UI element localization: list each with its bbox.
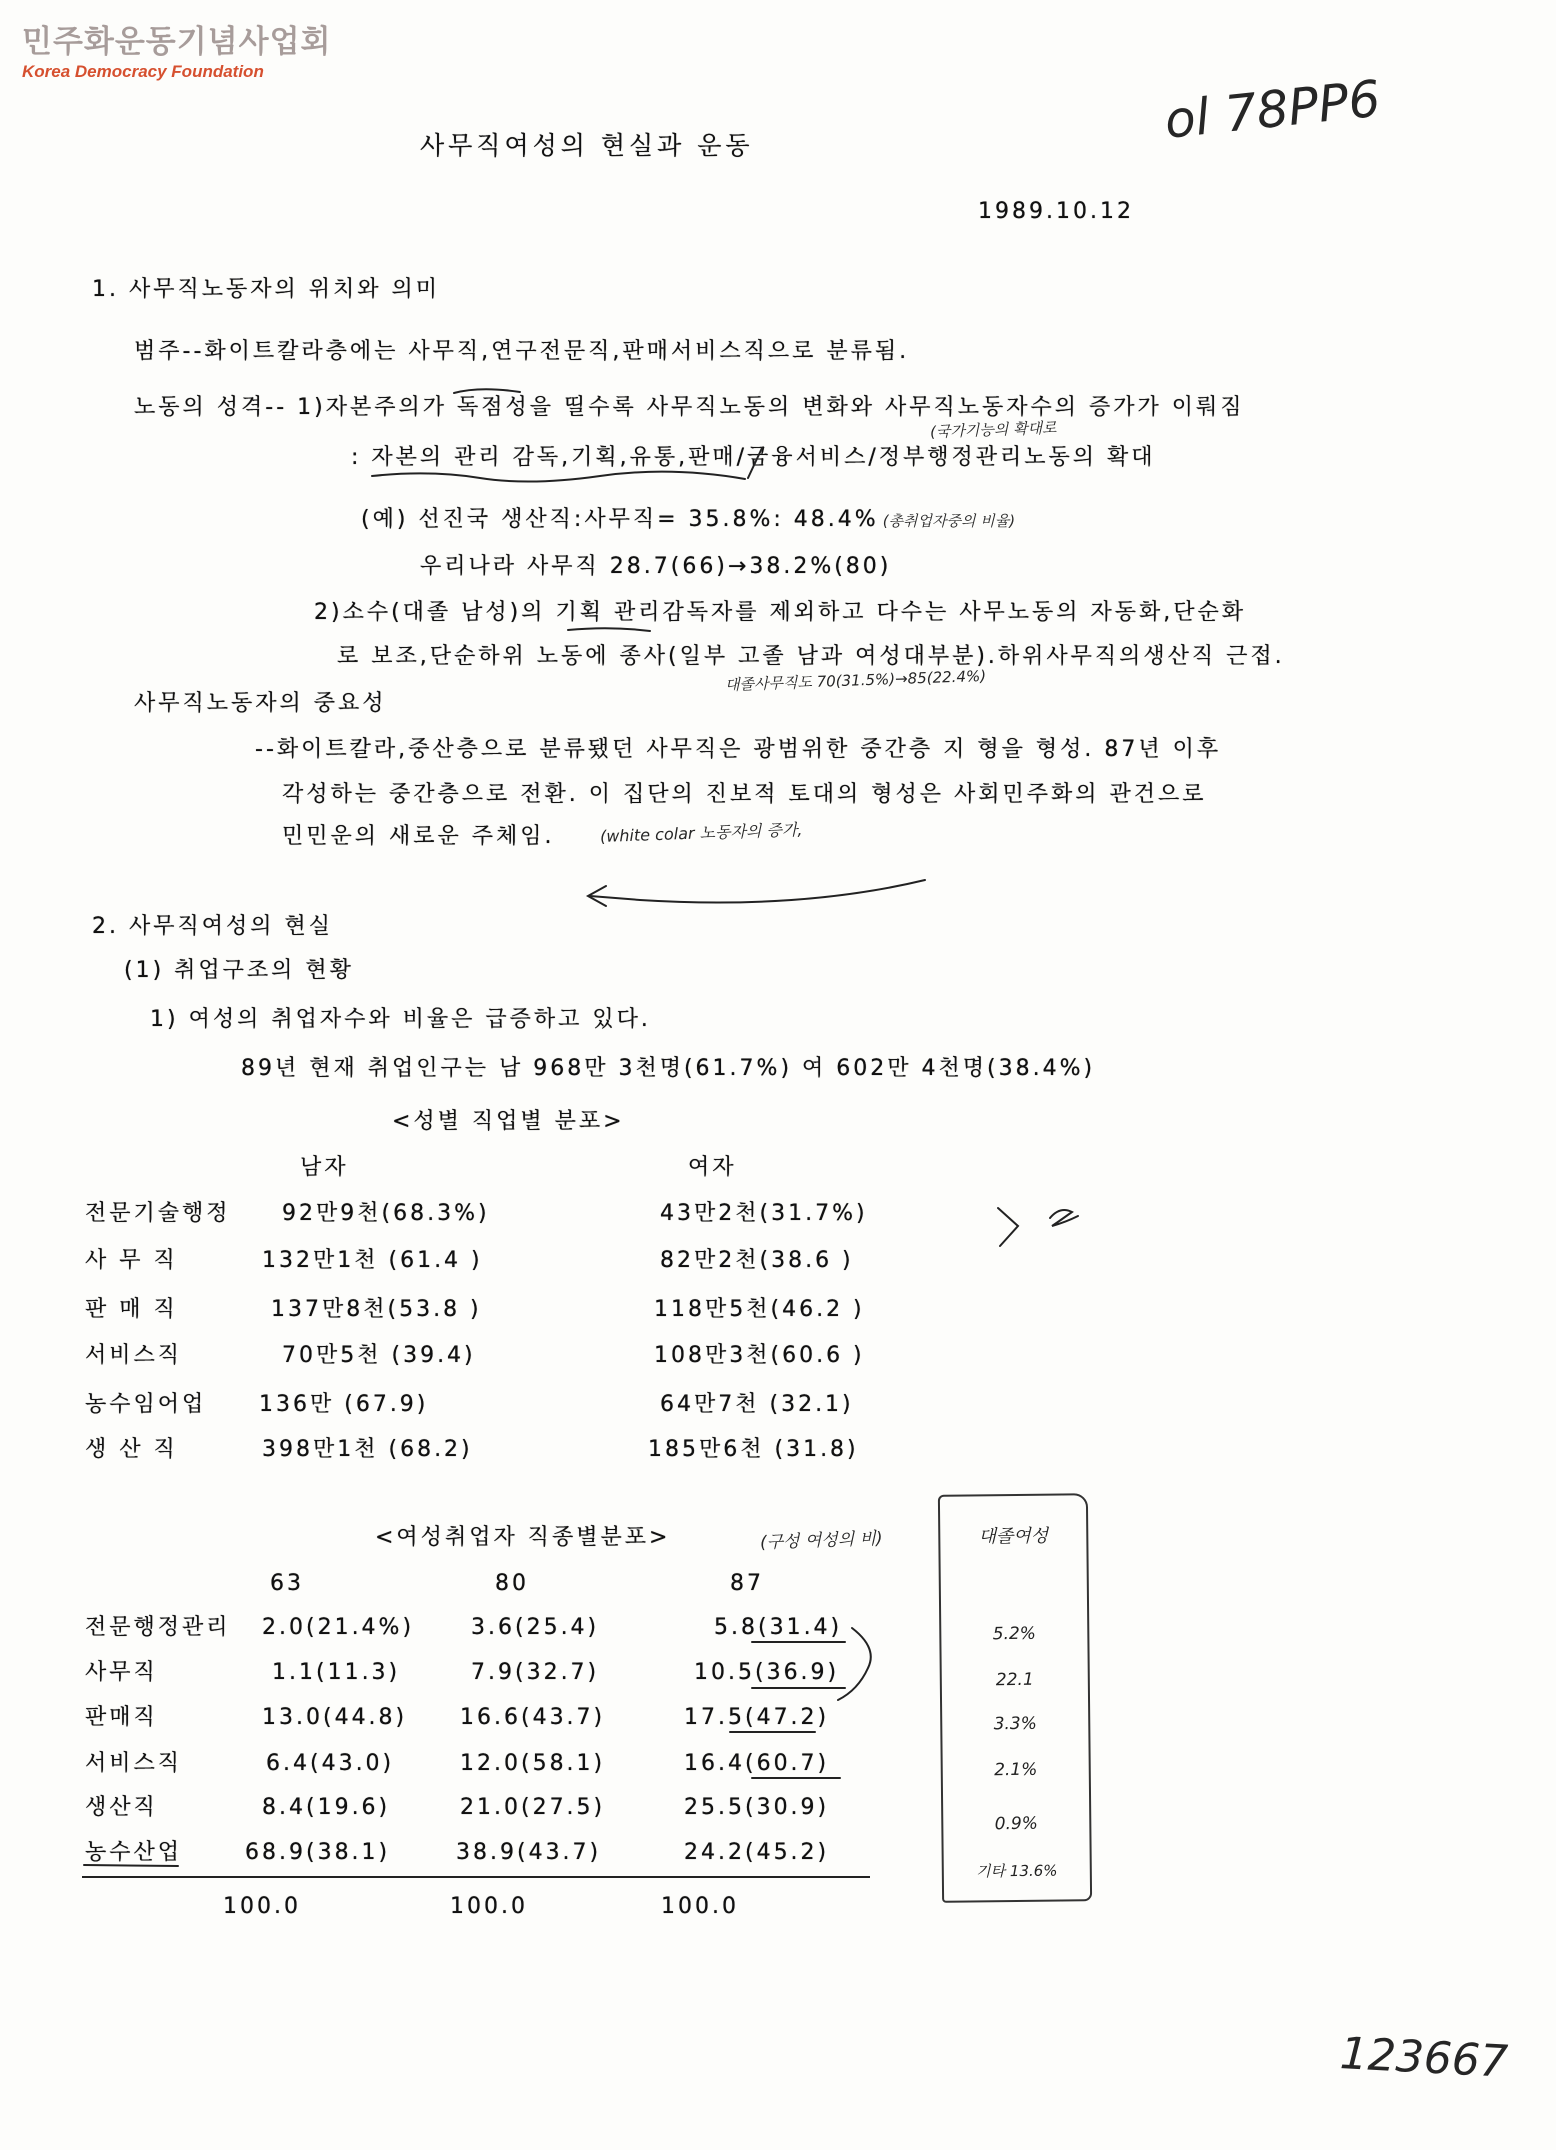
table1-label: 생 산 직 — [85, 1437, 178, 1462]
college-box-value: 2.1% — [994, 1759, 1038, 1781]
table2-year-header: 80 — [495, 1571, 529, 1596]
table1-male: 398만1천 (68.2) — [262, 1437, 473, 1462]
underline-mark — [454, 389, 520, 393]
note-employment-ratio: (총취업자중의 비율) — [882, 512, 1016, 530]
table2-y63: 1.1(11.3) — [272, 1660, 401, 1685]
labor-nature-1-sub: : 자본의 관리 감독,기획,유통,판매/금융서비스/정부행정관리노동의 확대 — [351, 445, 1156, 470]
section1-heading: 1. 사무직노동자의 위치와 의미 — [92, 277, 440, 302]
underline-mark — [568, 628, 650, 631]
table1-female: 118만5천(46.2 ) — [654, 1297, 865, 1322]
labor-nature-2a: 2)소수(대졸 남성)의 기획 관리감독자를 제외하고 다수는 사무노동의 자동화,단순화 — [314, 600, 1247, 625]
table2-y80: 38.9(43.7) — [456, 1840, 602, 1865]
labor-nature-2b: 로 보조,단순하위 노동에 종사(일부 고졸 남과 여성대부분).하위사무직의생산직 근접. — [337, 644, 1285, 669]
table2-title: <여성취업자 직종별분포> — [375, 1525, 671, 1550]
employment-figures: 89년 현재 취업인구는 남 968만 3천명(61.7%) 여 602만 4천명(38.4%) — [241, 1056, 1096, 1081]
note-white-collar: (white colar 노동자의 증가, — [599, 819, 803, 846]
importance-heading: 사무직노동자의 중요성 — [134, 691, 387, 716]
table2-label: 사무직 — [85, 1660, 158, 1685]
arrow-head-mark — [588, 886, 606, 906]
table1-header-male: 남자 — [300, 1155, 349, 1180]
importance-line-1: --화이트칼라,중산층으로 분류됐던 사무직은 광범위한 중간층 지 형을 형성. 87년 이후 — [255, 737, 1222, 762]
scribble-mark — [1050, 1210, 1078, 1226]
table2-total: 100.0 — [223, 1894, 301, 1919]
table2-total: 100.0 — [450, 1894, 528, 1919]
table2-y63: 8.4(19.6) — [262, 1795, 391, 1820]
note-college-clerical: 대졸사무직도 70(31.5%)→85(22.4%) — [724, 666, 987, 694]
table1-male: 137만8천(53.8 ) — [271, 1297, 482, 1322]
note-national-function: (국가기능의 확대로 — [929, 418, 1057, 441]
table2-label: 생산직 — [85, 1795, 158, 1820]
document-number-handwritten: 123667 — [1338, 2028, 1510, 2088]
table2-y87: 24.2(45.2) — [684, 1840, 830, 1865]
college-box-value: 기타 13.6% — [976, 1861, 1058, 1881]
foundation-logo-english: Korea Democracy Foundation — [22, 62, 264, 81]
example-text: (예) 선진국 생산직:사무직= 35.8%: 48.4% — [361, 507, 879, 532]
table2-y80: 3.6(25.4) — [471, 1615, 600, 1640]
table1-label: 농수임어업 — [85, 1392, 207, 1417]
table2-label: 서비스직 — [85, 1751, 183, 1776]
table2-y87: 5.8(31.4) — [714, 1615, 843, 1640]
table1-female: 108만3천(60.6 ) — [654, 1343, 865, 1368]
table2-y63: 6.4(43.0) — [266, 1751, 395, 1776]
document-date: 1989.10.12 — [978, 199, 1134, 224]
labor-nature-1: 노동의 성격-- 1)자본주의가 독점성을 띨수록 사무직노동의 변화와 사무직노동자수의 증가가 이뤄짐 — [134, 395, 1245, 420]
table2-y87: 16.4(60.7) — [684, 1751, 830, 1776]
table1-male: 136만 (67.9) — [259, 1392, 429, 1417]
document-title: 사무직여성의 현실과 운동 — [420, 131, 754, 160]
table1-female: 64만7천 (32.1) — [660, 1392, 854, 1417]
table1-label: 서비스직 — [85, 1343, 183, 1368]
college-box-title: 대졸여성 — [978, 1525, 1049, 1548]
table1-title: <성별 직업별 분포> — [392, 1109, 625, 1134]
table1-female: 43만2천(31.7%) — [660, 1201, 868, 1226]
table1-female: 185만6천 (31.8) — [648, 1437, 859, 1462]
importance-line-3: 민민운의 새로운 주체임. — [282, 824, 555, 849]
importance-line-2: 각성하는 중간층으로 전환. 이 집단의 진보적 토대의 형성은 사회민주화의 관건으로 — [282, 782, 1207, 807]
table2-y80: 21.0(27.5) — [460, 1795, 606, 1820]
category-line: 범주--화이트칼라층에는 사무직,연구전문직,판매서비스직으로 분류됨. — [134, 339, 910, 364]
table2-label: 판매직 — [85, 1705, 158, 1730]
table2-y80: 7.9(32.7) — [471, 1660, 600, 1685]
table1-male: 132만1천 (61.4 ) — [262, 1248, 483, 1273]
table1-label: 전문기술행정 — [85, 1201, 231, 1226]
table2-y80: 12.0(58.1) — [460, 1751, 606, 1776]
table2-y87: 10.5(36.9) — [694, 1660, 840, 1685]
table2-label: 전문행정관리 — [85, 1615, 231, 1640]
table2-y63: 68.9(38.1) — [245, 1840, 391, 1865]
section2-subheading: (1) 취업구조의 현황 — [124, 958, 354, 983]
college-box-value: 3.3% — [993, 1713, 1037, 1735]
table1-male: 70만5천 (39.4) — [282, 1343, 476, 1368]
foundation-logo-korean: 민주화운동기념사업회 — [22, 24, 332, 60]
table1-label: 판 매 직 — [85, 1297, 178, 1322]
section2-heading: 2. 사무직여성의 현실 — [92, 914, 333, 939]
archive-mark-handwritten: ol 78PP6 — [1161, 69, 1383, 150]
table1-label: 사 무 직 — [85, 1248, 178, 1273]
college-box-value: 0.9% — [994, 1813, 1039, 1835]
table2-total-rule — [82, 1876, 870, 1878]
table1-female: 82만2천(38.6 ) — [660, 1248, 854, 1273]
employment-point: 1) 여성의 취업자수와 비율은 급증하고 있다. — [150, 1007, 651, 1032]
table2-y87: 17.5(47.2) — [684, 1705, 830, 1730]
table2-note: (구성 여성의 비) — [759, 1528, 883, 1553]
table2-y63: 13.0(44.8) — [262, 1705, 408, 1730]
table2-y87: 25.5(30.9) — [684, 1795, 830, 1820]
college-box-value: 22.1 — [995, 1669, 1034, 1691]
table2-year-header: 87 — [730, 1571, 764, 1596]
college-women-box — [938, 1493, 1092, 1903]
underline-mark — [372, 472, 745, 482]
table2-year-header: 63 — [270, 1571, 304, 1596]
table2-label: 농수산업 — [85, 1840, 183, 1865]
table2-total: 100.0 — [661, 1894, 739, 1919]
table2-y80: 16.6(43.7) — [460, 1705, 606, 1730]
table1-header-female: 여자 — [688, 1155, 737, 1180]
college-box-value: 5.2% — [992, 1623, 1037, 1645]
table1-male: 92만9천(68.3%) — [282, 1201, 490, 1226]
table2-y63: 2.0(21.4%) — [262, 1615, 415, 1640]
brace-mark — [998, 1208, 1018, 1246]
example-line — [361, 506, 1015, 535]
korea-clerical-line: 우리나라 사무직 28.7(66)→38.2%(80) — [420, 554, 892, 579]
brace-mark — [838, 1628, 871, 1700]
arrow-mark — [590, 880, 925, 903]
